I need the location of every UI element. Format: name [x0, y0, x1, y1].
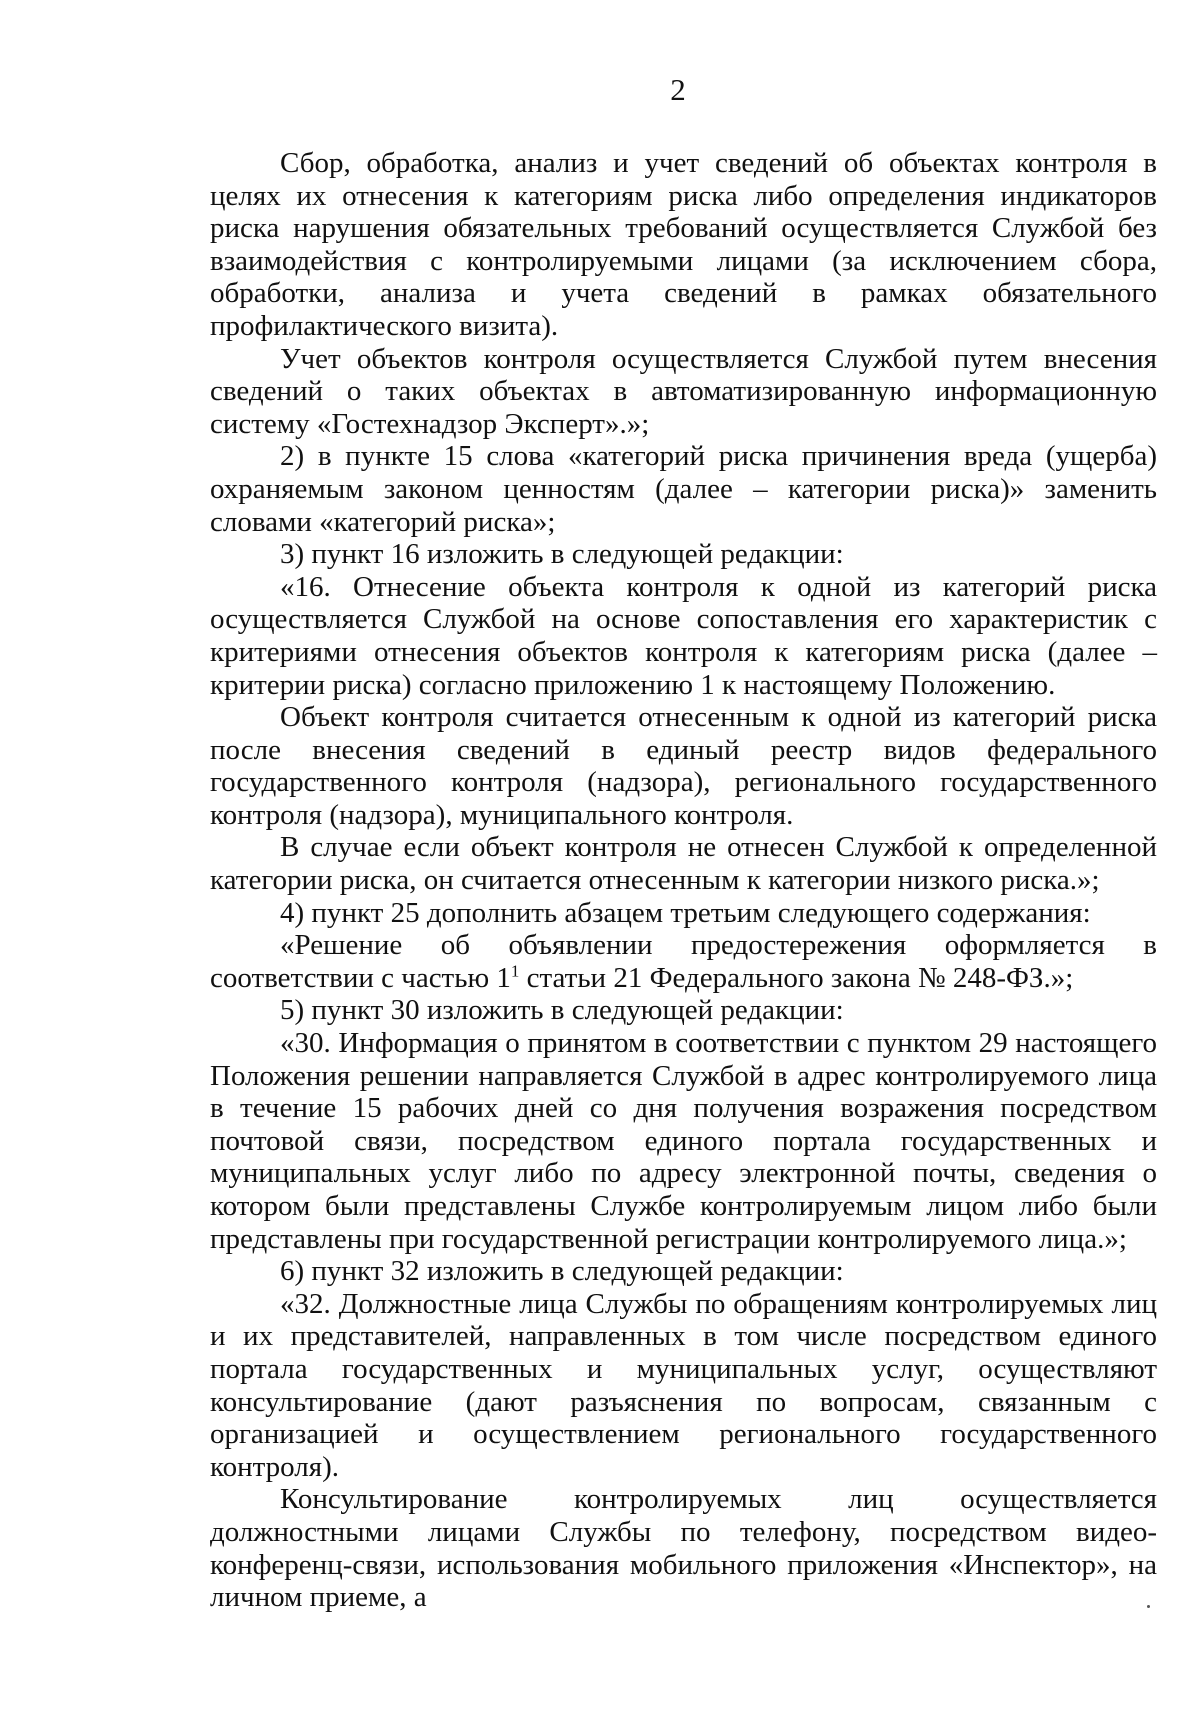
superscript-part-number: 1: [510, 961, 520, 981]
page-number: 2: [670, 72, 686, 107]
document-body: [210, 147, 1157, 1614]
paragraph-clause-16-registry: Объект контроля считается отнесенным к одной из категорий риска после внесения сведений в единый реестр видов федерального государственного контроля (надзора), регионального государственного контроля (надзора), муниципального контроля.: [210, 701, 1157, 831]
paragraph-warning-text-before: «Решение об объявлении предостережения оформляется в соответствии с частью 1: [210, 929, 1157, 994]
paragraph-clause-30: «30. Информация о принятом в соответствии с пунктом 29 настоящего Положения решении направляется Службой в адрес контролируемого лица в течение 15 рабочих дней со дня получения возражения посредством почтовой связи, посредством единого портала государственных и муниципальных услуг либо по адресу электронной почты, сведения о котором были представлены Службе контролируемым лицом либо были представлены при государственной регистрации контролируемого лица.»;: [210, 1027, 1157, 1255]
paragraph-item-5: 5) пункт 30 изложить в следующей редакции:: [280, 994, 844, 1027]
paragraph-item-2: 2) в пункте 15 слова «категорий риска причинения вреда (ущерба) охраняемым законом ценностям (далее – категории риска)» заменить словами «категорий риска»;: [210, 440, 1157, 538]
paragraph-clause-16: «16. Отнесение объекта контроля к одной из категорий риска осуществляется Службой на основе сопоставления его характеристик с критериями отнесения объектов контроля к категориям риска (далее – критерии риска) согласно приложению 1 к настоящему Положению.: [210, 570, 1157, 701]
paragraph-item-3: 3) пункт 16 изложить в следующей редакции:: [280, 538, 844, 571]
scan-speck: [1147, 1605, 1150, 1608]
paragraph-warning-text-after: статьи 21 Федерального закона № 248-ФЗ.»;: [519, 961, 1074, 994]
paragraph-clause-16-low-risk: В случае если объект контроля не отнесен Службой к определенной категории риска, он считается отнесенным к категории низкого риска.»;: [210, 831, 1157, 897]
paragraph-item-6: 6) пункт 32 изложить в следующей редакции:: [280, 1255, 844, 1288]
paragraph-objects-collection: Сбор, обработка, анализ и учет сведений об объектах контроля в целях их отнесения к категориям риска либо определения индикаторов риска нарушения обязательных требований осуществляется Службой без взаимодействия с контролируемыми лицами (за исключением сбора, обработки, анализа и учета сведений в рамках обязательного профилактического визита).: [210, 147, 1157, 342]
paragraph-clause-32: «32. Должностные лица Службы по обращениям контролируемых лиц и их представителей, направленных в том числе посредством единого портала государственных и муниципальных услуг, осуществляют консультирование (дают разъяснения по вопросам, связанным с организацией и осуществлением регионального государственного контроля).: [210, 1287, 1157, 1483]
paragraph-consulting: Консультирование контролируемых лиц осуществляется должностными лицами Службы по телефону, посредством видео-конференц-связи, использования мобильного приложения «Инспектор», на личном приеме, а: [210, 1483, 1157, 1614]
paragraph-objects-accounting: Учет объектов контроля осуществляется Службой путем внесения сведений о таких объектах в автоматизированную информационную систему «Гостехнадзор Эксперт».»;: [210, 342, 1157, 440]
paragraph-item-4: 4) пункт 25 дополнить абзацем третьим следующего содержания:: [280, 896, 1091, 929]
paragraph-warning-decision: [210, 929, 1157, 994]
